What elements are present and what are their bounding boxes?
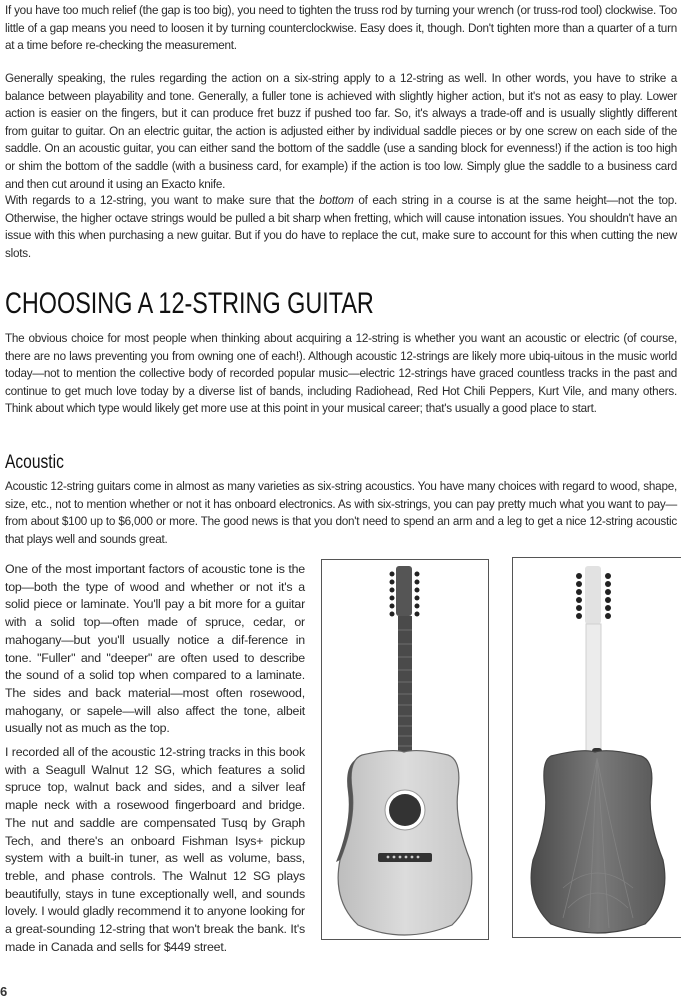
paragraph-seagull: I recorded all of the acoustic 12-string tracks in this book with a Seagull Walnut 12 SG, which features a solid spruce top, walnut back and sides, and a silver leaf maple neck with a rosewood fingerboard and bridge. The nut and saddle are compensated Tusq by Graph Tech, and there's an onboard Fishman Isys+ pickup system with a built-in tuner, as well as volume, bass, treble, and phase controls. The Walnut 12 SG plays beautifully, stays in tune exceptionally well, and sounds lovely. I would gladly recommend it to anyone looking for a great-sounding 12-string that won't break the bank. It's made in Canada and sells for $449 street. bbox=[5, 745, 305, 954]
section-heading: CHOOSING A 12-STRING GUITAR bbox=[5, 287, 374, 320]
page-number: 6 bbox=[0, 984, 8, 999]
guitar-back-figure bbox=[512, 557, 681, 938]
paragraph-truss-rod: If you have too much relief (the gap is too big), you need to tighten the truss rod by turning your wrench (or truss-rod tool) clockwise. Too little of a gap means you need to loosen it by turning counterclockwise. Easy does it, though. Don't tighten more than a quarter of a turn at a time before re-checking the measurement. bbox=[5, 3, 677, 53]
guitar-front-figure bbox=[321, 559, 489, 940]
guitar-front-photo bbox=[322, 560, 487, 938]
text-part: of each string in a course is at the same height—not the top. Otherwise, the higher octave strings would be pulled a bit sharp when fretting, which will cause intonation issues. You shouldn't have an issue with this when purchasing a new guitar. But if you do have to replace the cut, make sure to account for this when cutting the new slots. bbox=[5, 193, 677, 260]
paragraph-tone-top: One of the most important factors of acoustic tone is the top—both the type of wood and whether or not it's a solid piece or laminate. You'll pay a bit more for a guitar with a solid top—often made of spruce, cedar, or mahogany—but you'll usually notice a dif-ference in tone. "Fuller" and "deeper" are often used to describe the sound of a solid top when compared to a laminate. The sides and back material—most often rosewood, mahogany, or sapele—will also affect the tone, albeit usually not as much as the top. bbox=[5, 562, 305, 736]
text-part: With regards to a 12-string, you want to make sure that the bbox=[5, 193, 320, 207]
paragraph-string-height bbox=[5, 192, 677, 262]
paragraph-acoustic-intro: Acoustic 12-string guitars come in almost as many varieties as six-string acoustics. You have many choices with regard to wood, shape, size, etc., not to mention whether or not it has onboard electronics. As with six-strings, you can pay pretty much what you want to pay—from about $100 up to $6,000 or more. The good news is that you don't need to spend an arm and a leg to get a nice 12-string acoustic that plays well and sounds great. bbox=[5, 479, 677, 546]
subheading-acoustic: Acoustic bbox=[5, 452, 64, 473]
guitar-back-photo bbox=[513, 558, 680, 936]
paragraph-action: Generally speaking, the rules regarding the action on a six-string apply to a 12-string as well. In other words, you have to strike a balance between playability and tone. Generally, a fuller tone is achieved with slightly higher action, but it's not as easy to play. Lower action is easier on the fingers, but it can produce fret buzz if pushed too far. So, it's always a trade-off and is usually slightly different from guitar to guitar. On an electric guitar, the action is adjusted either by individual saddle pieces or by one screw on each side of the saddle. On an acoustic guitar, you can either sand the bottom of the saddle (use a sanding block for evenness!) if the action is too high or shim the bottom of the saddle (with a business card, for example) if the action is too low. Simply glue the saddle to a business card and then cut around it using an Exacto knife. bbox=[5, 71, 677, 191]
emphasis-text: bottom bbox=[319, 193, 354, 207]
paragraph-section-intro: The obvious choice for most people when thinking about acquiring a 12-string is whether you want an acoustic or electric (of course, there are no laws preventing you from owning one of each!). Although acoustic 12-strings are likely more ubiq-uitous in the music world today—not to mention the collective body of recorded popular music—electric 12-strings have graced countless tracks in the past and continue to get much love today by a diverse list of bands, including Radiohead, Red Hot Chili Peppers, Kurt Vile, and many others. Think about which type would likely get more use at this point in your musical career; that's usually a good place to start. bbox=[5, 331, 677, 416]
